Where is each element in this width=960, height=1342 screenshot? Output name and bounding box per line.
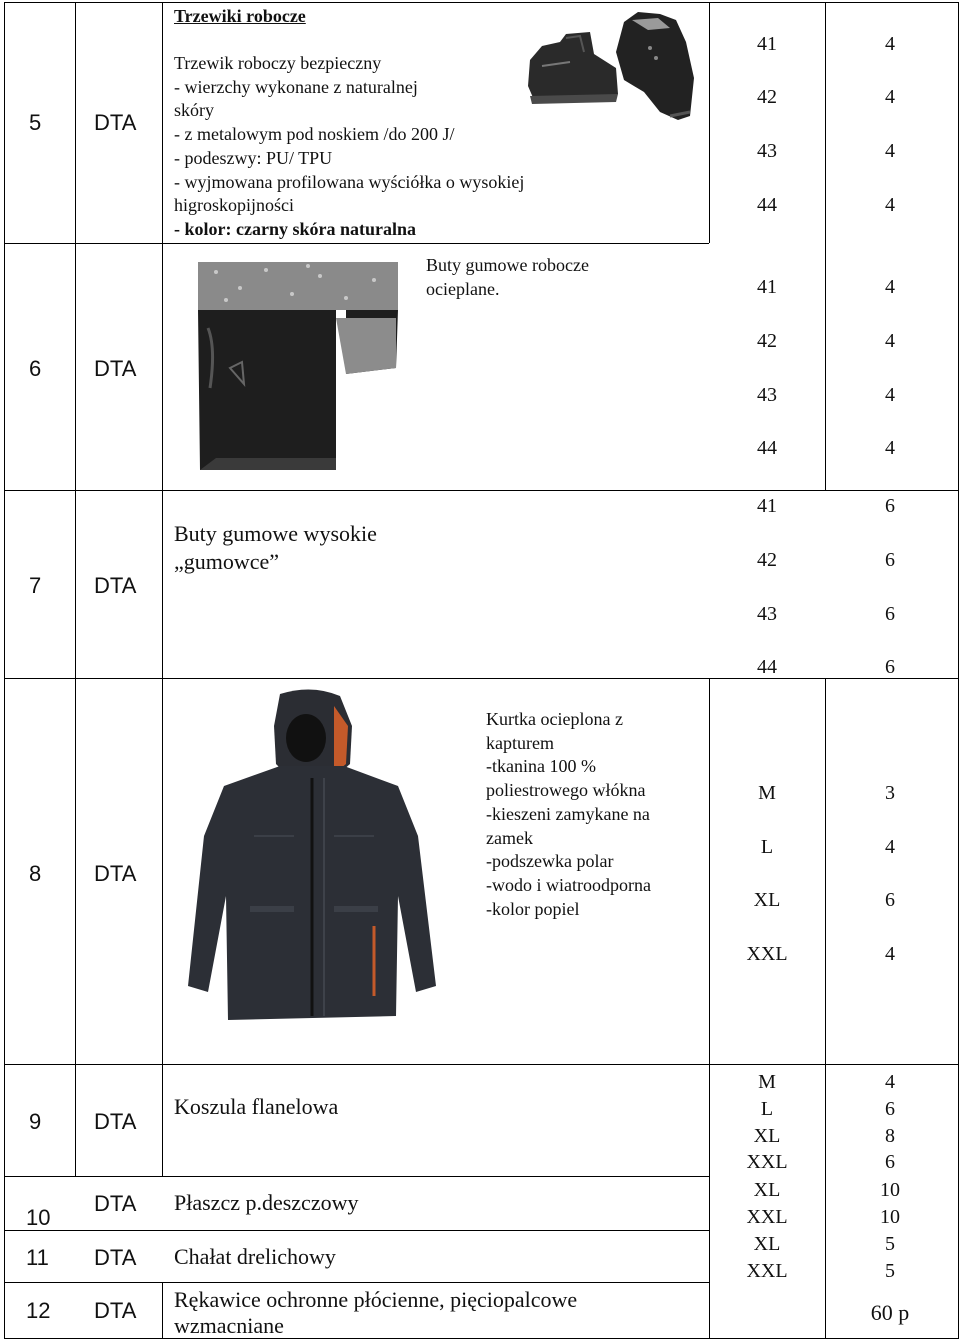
size-value: 42: [757, 86, 777, 108]
unit-label: DTA: [94, 110, 137, 135]
unit-label: DTA: [94, 1298, 137, 1323]
size-value: 41: [757, 276, 777, 298]
row-number: 10: [26, 1205, 51, 1230]
item-description: Koszula flanelowa: [174, 1094, 339, 1119]
size-value: XL: [753, 1125, 781, 1147]
size-value: L: [760, 1098, 774, 1120]
row-number: 7: [29, 573, 42, 598]
quantity-value: 6: [885, 1151, 895, 1173]
row-number: 5: [29, 110, 42, 135]
size-value: XL: [753, 1179, 781, 1201]
size-value: 44: [757, 194, 777, 216]
item-description: Płaszcz p.deszczowy: [174, 1190, 359, 1215]
quantity-value: 5: [885, 1233, 895, 1255]
quantity-value: 4: [885, 437, 895, 459]
size-value: XL: [753, 889, 781, 911]
size-value: M: [758, 782, 776, 804]
item-description: Buty gumowe robocze ocieplane.: [426, 255, 589, 299]
quantity-value: 6: [885, 495, 895, 517]
item-description: Rękawice ochronne płócienne, pięciopalcowe wzmacniane: [174, 1287, 578, 1338]
size-value: 41: [757, 33, 777, 55]
quantity-value: 4: [885, 836, 895, 858]
rubber-boot-image: [196, 258, 404, 474]
work-boots-image: [520, 8, 700, 122]
size-value: 43: [757, 140, 777, 162]
unit-label: DTA: [94, 861, 137, 886]
quantity-value: 6: [885, 656, 895, 678]
row-number: 6: [29, 356, 42, 381]
quantity-value: 6: [885, 549, 895, 571]
size-value: L: [760, 836, 774, 858]
quantity-value: 8: [885, 1125, 895, 1147]
quantity-value: 4: [885, 276, 895, 298]
quantity-value: 4: [885, 330, 895, 352]
item-description: Chałat drelichowy: [174, 1244, 336, 1269]
size-value: 42: [757, 330, 777, 352]
size-value: 43: [757, 384, 777, 406]
quantity-value: 6: [885, 603, 895, 625]
size-value: M: [758, 1071, 776, 1093]
quantity-value: 5: [885, 1260, 895, 1282]
quantity-value: 4: [885, 33, 895, 55]
row-number: 8: [29, 861, 42, 886]
row-number: 9: [29, 1109, 42, 1134]
unit-label: DTA: [94, 1109, 137, 1134]
quantity-value: 3: [885, 782, 895, 804]
quantity-value: 4: [885, 194, 895, 216]
size-value: XXL: [746, 1206, 788, 1228]
size-value: 42: [757, 549, 777, 571]
quantity-value: 4: [885, 1071, 895, 1093]
size-value: XXL: [746, 1260, 788, 1282]
unit-label: DTA: [94, 1191, 137, 1216]
size-value: XL: [753, 1233, 781, 1255]
quantity-value: 4: [885, 86, 895, 108]
quantity-value: 4: [885, 943, 895, 965]
size-value: 43: [757, 603, 777, 625]
quantity-value: 10: [880, 1206, 900, 1228]
quantity-value: 4: [885, 140, 895, 162]
unit-label: DTA: [94, 1245, 137, 1270]
row-number: 12: [26, 1298, 51, 1323]
quantity-value: 6: [885, 889, 895, 911]
size-value: 41: [757, 495, 777, 517]
size-value: 44: [757, 437, 777, 459]
item-description: Kurtka ocieplona z kapturem -tkanina 100 % poliestrowego włókna -kieszeni zamykane na zamek -podszewka polar -wodo i wiatroodporna -kolor popiel: [486, 709, 651, 919]
quantity-value: 60 p: [870, 1300, 910, 1325]
size-value: 44: [757, 656, 777, 678]
item-description: Buty gumowe wysokie „gumowce”: [174, 521, 377, 574]
quantity-value: 6: [885, 1098, 895, 1120]
quantity-value: 4: [885, 384, 895, 406]
jacket-image: [184, 686, 440, 1030]
size-value: XXL: [746, 1151, 788, 1173]
row-number: 11: [26, 1245, 49, 1270]
size-value: XXL: [746, 943, 788, 965]
item-title: Trzewiki robocze: [174, 6, 306, 26]
quantity-value: 10: [880, 1179, 900, 1201]
unit-label: DTA: [94, 573, 137, 598]
item-description: Trzewik roboczy bezpieczny - wierzchy wykonane z naturalnej skóry - z metalowym pod noskiem /do 200 J/ - podeszwy: PU/ TPU - wyjmowana profilowana wyściółka o wysokiej higroskopijności - kolor: czarny skóra naturalna: [174, 53, 525, 239]
unit-label: DTA: [94, 356, 137, 381]
